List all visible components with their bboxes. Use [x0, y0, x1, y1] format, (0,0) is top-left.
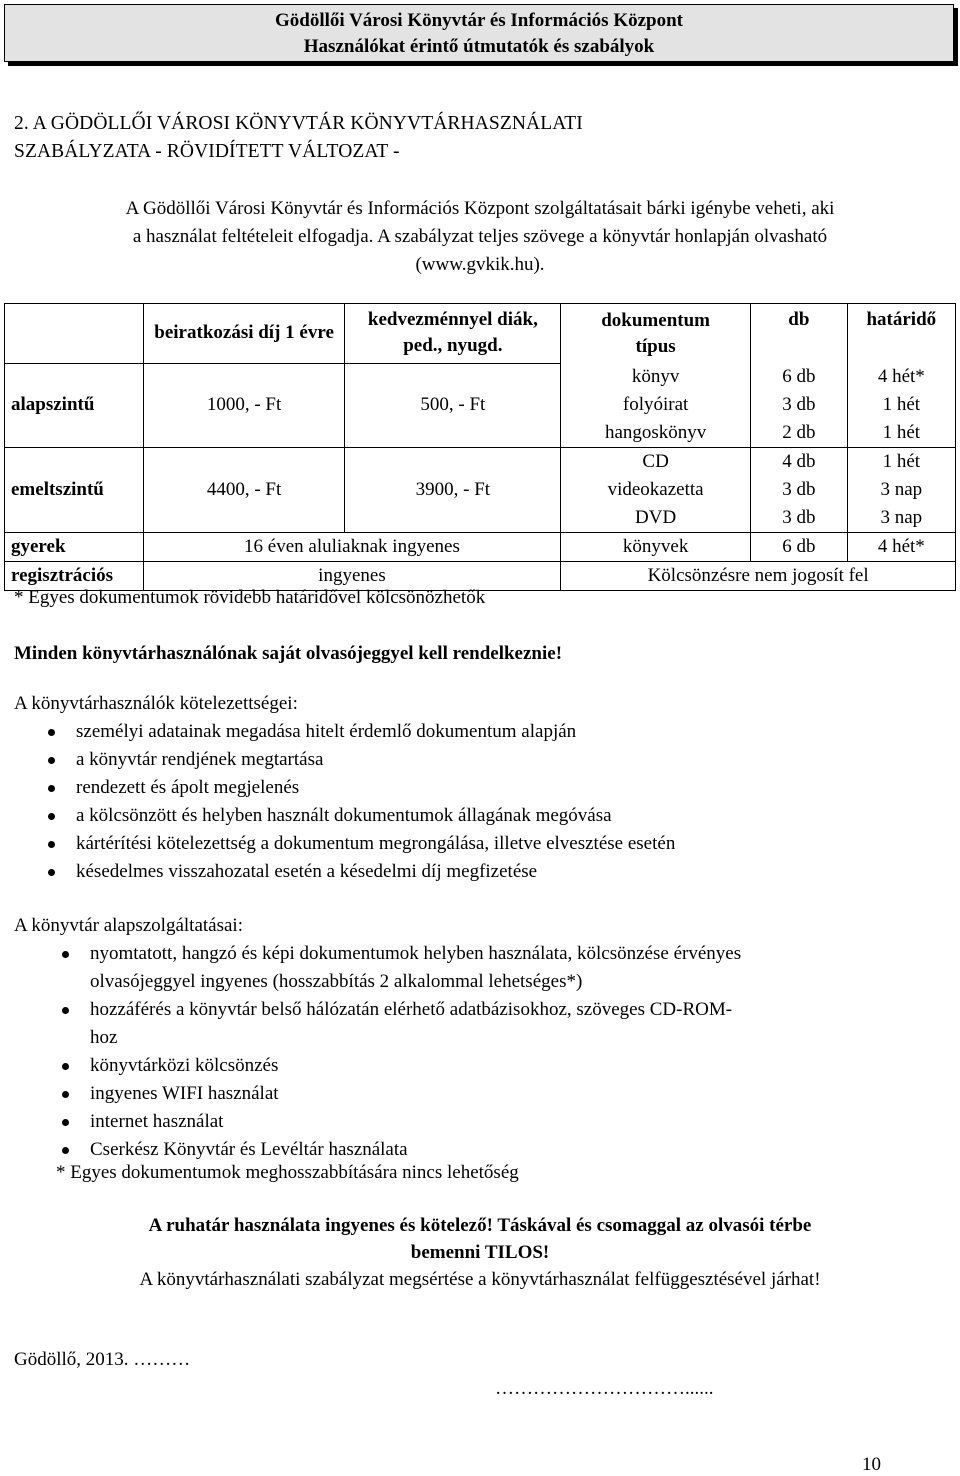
basic-fee: 1000, - Ft [143, 363, 345, 448]
document-header [4, 4, 954, 62]
db-cell: 3 db [750, 476, 847, 504]
doctype-cell: DVD [561, 504, 751, 533]
child-doctype: könyvek [561, 533, 751, 562]
section-title-line-2: SZABÁLYZATA - RÖVIDÍTETT VÁLTOZAT - [14, 141, 400, 162]
doctype-cell: folyóirat [561, 391, 751, 419]
signature-line: …………………………...... [495, 1378, 714, 1399]
registration-fee: ingyenes [143, 562, 561, 591]
list-item: kártérítési kötelezettség a dokumentum megrongálása, illetve elvesztése esetén [6, 830, 960, 858]
advanced-fee: 4400, - Ft [143, 448, 345, 533]
intro-line-2: a használat feltételeit elfogadja. A szabályzat teljes szövege a könyvtár honlapján olvasható [132, 226, 828, 247]
table-corner-cell [5, 304, 144, 364]
services-footnote: * Egyes dokumentumok meghosszabbítására nincs lehetőség [56, 1162, 519, 1183]
doctype-cell: könyv [561, 363, 751, 391]
cloakroom-notice: A ruhatár használata ingyenes és kötelező! Táskával és csomaggal az olvasói térbe [148, 1215, 812, 1236]
list-item: a kölcsönzött és helyben használt dokumentumok állagának megóvása [6, 802, 960, 830]
doctype-cell: hangoskönyv [561, 419, 751, 448]
obligations-list [6, 718, 960, 886]
child-fee: 16 éven aluliaknak ingyenes [143, 533, 561, 562]
list-item: Cserkész Könyvtár és Levéltár használata [20, 1136, 960, 1164]
list-item: internet használat [20, 1108, 960, 1136]
fee-table [4, 303, 956, 591]
list-item-line: hozzáférés a könyvtár belső hálózatán elérhető adatbázisokhoz, szöveges CD-ROM- [90, 999, 733, 1020]
cloakroom-notice-cont: bemenni TILOS! [410, 1242, 550, 1263]
card-notice: Minden könyvtárhasználónak saját olvasójeggyel kell rendelkeznie! [14, 643, 563, 664]
header-line-2: Használókat érintő útmutatók és szabályok [303, 36, 655, 57]
list-item-line: nyomtatott, hangzó és képi dokumentumok helyben használata, kölcsönzése érvényes [90, 943, 742, 964]
list-item: a könyvtár rendjének megtartása [6, 746, 960, 774]
table-footnote: * Egyes dokumentumok rövidebb határidővel kölcsönözhetők [14, 587, 486, 608]
list-item: könyvtárközi kölcsönzés [20, 1052, 960, 1080]
deadline-cell: 1 hét [847, 419, 955, 448]
place-date: Gödöllő, 2013. ……… [14, 1349, 191, 1370]
deadline-cell: 1 hét [847, 448, 955, 477]
advanced-discount: 3900, - Ft [345, 448, 561, 533]
row-label-registration: regisztrációs [5, 562, 144, 591]
page-number: 10 [862, 1454, 881, 1475]
db-cell: 6 db [750, 363, 847, 391]
deadline-cell: 3 nap [847, 476, 955, 504]
header-line-1: Gödöllői Városi Könyvtár és Információs Központ [275, 10, 683, 31]
doctype-cell: videokazetta [561, 476, 751, 504]
services-list [20, 940, 960, 1164]
db-cell: 3 db [750, 504, 847, 533]
row-label-child: gyerek [5, 533, 144, 562]
list-item-line: hoz [90, 1027, 118, 1048]
list-item: ingyenes WIFI használat [20, 1080, 960, 1108]
db-cell: 4 db [750, 448, 847, 477]
header-discount: kedvezménnyel diák, ped., nyugd. [345, 304, 561, 364]
row-label-basic: alapszintű [5, 363, 144, 448]
violation-warning: A könyvtárhasználati szabályzat megsértése a könyvtárhasználat felfüggesztésével járhat! [139, 1269, 821, 1290]
list-item: rendezett és ápolt megjelenés [6, 774, 960, 802]
section-title-line-1: 2. A GÖDÖLLŐI VÁROSI KÖNYVTÁR KÖNYVTÁRHASZNÁLATI [14, 113, 583, 134]
registration-note: Kölcsönzésre nem jogosít fel [561, 562, 956, 591]
basic-discount: 500, - Ft [345, 363, 561, 448]
list-item: késedelmes visszahozatal esetén a késedelmi díj megfizetése [6, 858, 960, 886]
header-doctype: dokumentum típus [561, 304, 751, 364]
deadline-cell: 1 hét [847, 391, 955, 419]
intro-line-1: A Gödöllői Városi Könyvtár és Információs Központ szolgáltatásait bárki igénybe veheti, aki [125, 198, 835, 219]
child-deadline: 4 hét* [847, 533, 955, 562]
list-item [20, 996, 960, 1052]
header-deadline: határidő [847, 304, 955, 364]
header-db: db [750, 304, 847, 364]
obligations-title: A könyvtárhasználók kötelezettségei: [14, 693, 298, 714]
list-item: személyi adatainak megadása hitelt érdemlő dokumentum alapján [6, 718, 960, 746]
list-item-line: olvasójeggyel ingyenes (hosszabbítás 2 alkalommal lehetséges*) [90, 971, 583, 992]
intro-line-3: (www.gvkik.hu). [415, 254, 545, 275]
db-cell: 2 db [750, 419, 847, 448]
db-cell: 3 db [750, 391, 847, 419]
row-label-advanced: emeltszintű [5, 448, 144, 533]
child-db: 6 db [750, 533, 847, 562]
list-item [20, 940, 960, 996]
deadline-cell: 3 nap [847, 504, 955, 533]
header-fee: beiratkozási díj 1 évre [143, 304, 345, 364]
services-title: A könyvtár alapszolgáltatásai: [14, 915, 243, 936]
deadline-cell: 4 hét* [847, 363, 955, 391]
doctype-cell: CD [561, 448, 751, 477]
